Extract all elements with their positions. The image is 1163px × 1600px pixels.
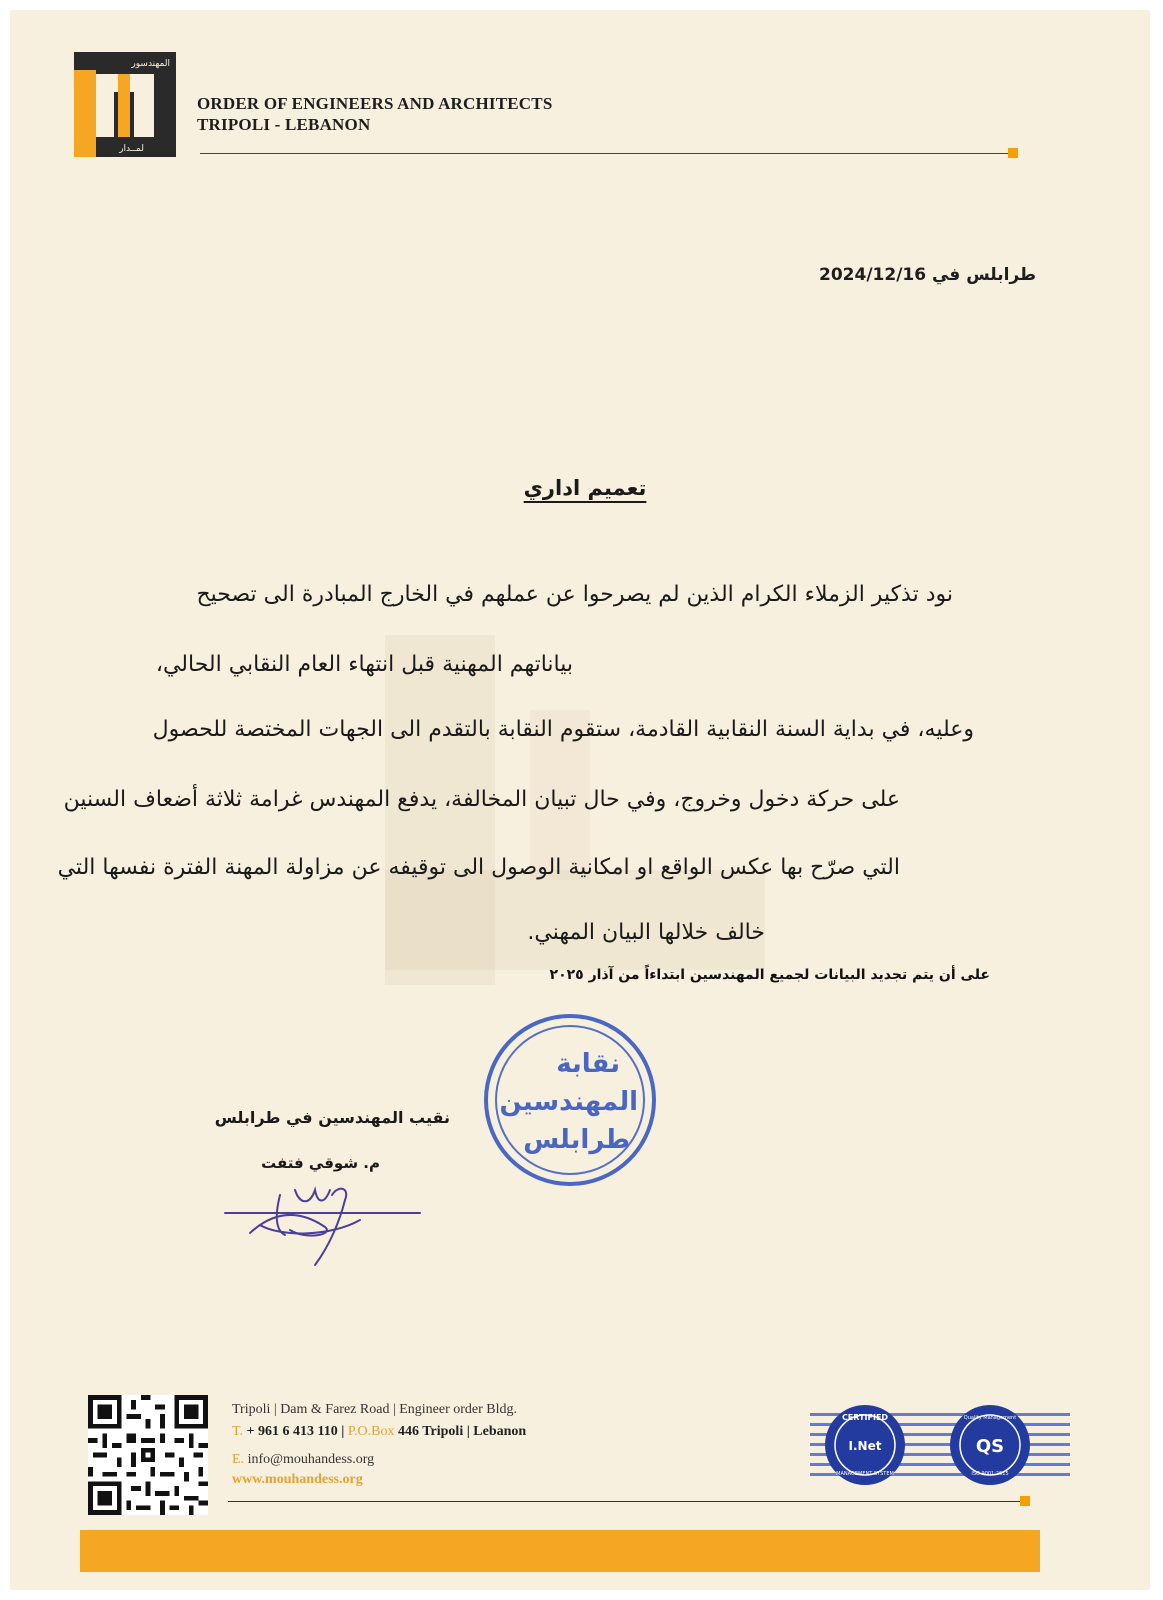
footer-contact-line: [232, 1424, 526, 1440]
pobox-value: 446 Tripoli | Lebanon: [398, 1424, 527, 1439]
org-name-line: ORDER OF ENGINEERS AND ARCHITECTS: [197, 94, 553, 113]
footer-email-line: [232, 1452, 374, 1468]
body-line: نود تذكير الزملاء الكرام الذين لم يصرحوا عن عملهم في الخارج المبادرة الى تصحيح: [196, 582, 953, 607]
svg-text:I.Net: I.Net: [848, 1439, 882, 1453]
organization-name: [197, 93, 552, 135]
signatory-title: نقيب المهندسين في طرابلس: [214, 1108, 450, 1127]
body-line: على حركة دخول وخروج، وفي حال تبيان المخالفة، يدفع المهندس غرامة ثلاثة أضعاف السنين: [63, 787, 900, 812]
svg-text:نقابة: نقابة: [556, 1049, 620, 1079]
order-logo-icon: [74, 52, 176, 157]
svg-text:MANAGEMENT SYSTEM: MANAGEMENT SYSTEM: [836, 1471, 894, 1477]
body-line: بياناتهم المهنية قبل انتهاء العام النقابي الحالي،: [155, 652, 573, 677]
body-line: خالف خلالها البيان المهني.: [527, 920, 765, 945]
svg-text:المهندسور: المهندسور: [131, 59, 170, 69]
email-label: E.: [232, 1452, 245, 1467]
header-divider: [200, 153, 1010, 154]
signatory-name: م. شوقي فتفت: [261, 1154, 380, 1172]
body-line: التي صرّح بها عكس الواقع او امكانية الوصول الى توقيفه عن مزاولة المهنة الفترة نفسها التي: [57, 855, 900, 880]
letter-date: طرابلس في 2024/12/16: [819, 265, 1036, 285]
phone-label: T.: [232, 1424, 244, 1439]
renewal-note: على أن يتم تجديد البيانات لجميع المهندسين ابتداءاً من آذار ٢٠٢٥: [549, 967, 990, 983]
svg-text:طرابلس: طرابلس: [523, 1125, 630, 1155]
footer-accent-bar: [80, 1530, 1040, 1572]
qr-code-icon: [88, 1395, 208, 1515]
pobox-label: P.O.Box: [347, 1424, 395, 1439]
svg-text:Quality Management: Quality Management: [963, 1415, 1017, 1421]
svg-text:CERTIFIED: CERTIFIED: [841, 1413, 889, 1422]
footer-divider-dot: [1020, 1496, 1030, 1506]
email-address[interactable]: info@mouhandess.org: [247, 1452, 375, 1467]
footer-address: Tripoli | Dam & Farez Road | Engineer order Bldg.: [232, 1402, 518, 1417]
svg-text:ISO 9001:2015: ISO 9001:2015: [971, 1471, 1009, 1477]
website-link[interactable]: www.mouhandess.org: [232, 1472, 363, 1487]
body-line: وعليه، في بداية السنة النقابية القادمة، ستقوم النقابة بالتقدم الى الجهات المختصة للحصول: [152, 717, 974, 742]
svg-text:لمــدار: لمــدار: [119, 144, 144, 154]
svg-text:المهندسين: المهندسين: [499, 1087, 638, 1117]
footer-divider: [228, 1501, 1020, 1502]
svg-text:QS: QS: [975, 1436, 1005, 1457]
certified-badge-icon: [825, 1405, 905, 1485]
handwritten-signature: [220, 1175, 430, 1270]
certification-badges: [810, 1395, 1080, 1495]
official-stamp: [480, 1010, 660, 1190]
letter-page: [10, 10, 1150, 1590]
org-location-line: TRIPOLI - LEBANON: [197, 115, 371, 134]
phone-number: + 961 6 413 110 |: [246, 1424, 345, 1439]
letter-subject: تعميم اداري: [523, 476, 647, 500]
header-divider-dot: [1008, 148, 1018, 158]
quality-management-badge-icon: [950, 1405, 1030, 1485]
